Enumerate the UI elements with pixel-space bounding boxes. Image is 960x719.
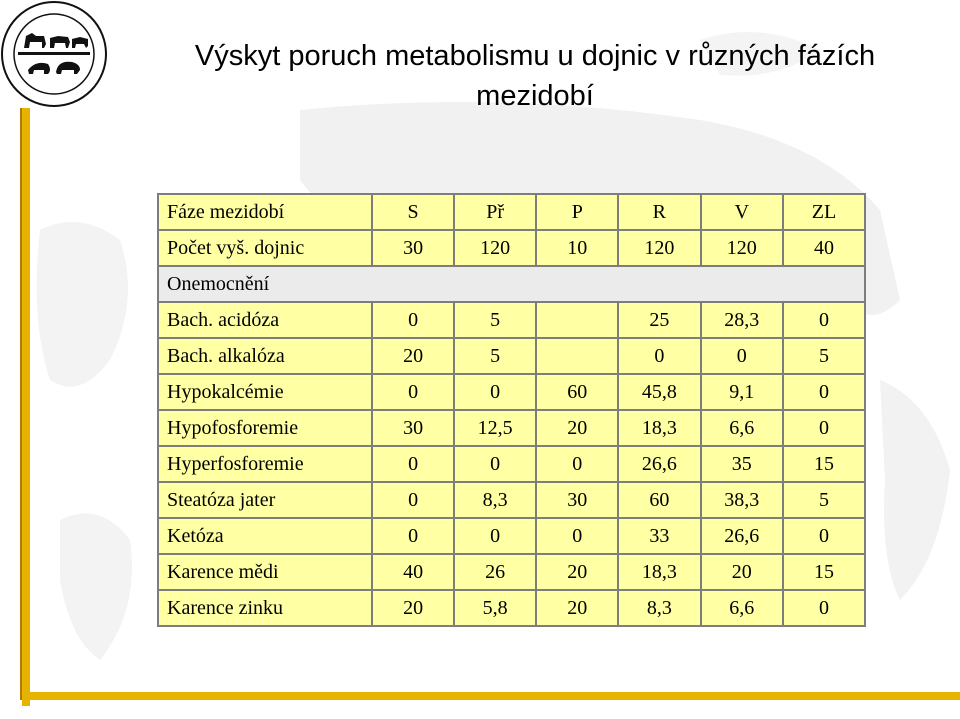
table-cell: 6,6 (701, 590, 783, 626)
table-cell: 20 (701, 554, 783, 590)
table-cell: 0 (783, 590, 865, 626)
table-header-cell: Př (454, 194, 536, 230)
table-cell: 6,6 (701, 410, 783, 446)
table-row (158, 518, 865, 554)
table-row (158, 410, 865, 446)
section-label: Onemocnění (158, 266, 865, 302)
table-cell: Počet vyš. dojnic (158, 230, 372, 266)
table-cell: 0 (372, 518, 454, 554)
table-cell: Karence zinku (158, 590, 372, 626)
table-row (158, 590, 865, 626)
table-cell: 26,6 (618, 446, 700, 482)
table-cell: 8,3 (454, 482, 536, 518)
accent-vertical-line (22, 108, 30, 706)
table-cell: 35 (701, 446, 783, 482)
table-cell (536, 338, 618, 374)
table-row (158, 338, 865, 374)
table-cell: 120 (454, 230, 536, 266)
table-cell: 20 (536, 410, 618, 446)
table-header-cell: R (618, 194, 700, 230)
table-cell: 5 (783, 482, 865, 518)
table-cell: 30 (372, 410, 454, 446)
table-cell: 0 (536, 446, 618, 482)
table-header-cell: V (701, 194, 783, 230)
table-cell: Hypofosforemie (158, 410, 372, 446)
table-cell: 0 (783, 518, 865, 554)
table-cell: 10 (536, 230, 618, 266)
table-count-row (158, 230, 865, 266)
table-cell: 26 (454, 554, 536, 590)
table-cell: 28,3 (701, 302, 783, 338)
table-cell: 5 (454, 302, 536, 338)
table-header-row (158, 194, 865, 230)
institute-logo (0, 0, 112, 112)
table-row (158, 302, 865, 338)
table-cell: 18,3 (618, 554, 700, 590)
table-cell: 0 (783, 374, 865, 410)
table-row (158, 374, 865, 410)
table-row (158, 482, 865, 518)
table-cell: 26,6 (701, 518, 783, 554)
table-cell: 5 (783, 338, 865, 374)
table-cell: 0 (783, 302, 865, 338)
table-cell: 0 (454, 518, 536, 554)
table-header-cell: Fáze mezidobí (158, 194, 372, 230)
table-cell: 20 (372, 338, 454, 374)
table-header-cell: P (536, 194, 618, 230)
table-cell: 40 (372, 554, 454, 590)
table-cell: 8,3 (618, 590, 700, 626)
table-cell: 25 (618, 302, 700, 338)
table-row (158, 554, 865, 590)
table-cell: 5 (454, 338, 536, 374)
table-cell: 0 (372, 446, 454, 482)
table-cell: 0 (454, 374, 536, 410)
table-cell: Ketóza (158, 518, 372, 554)
table-cell: 0 (372, 302, 454, 338)
table-header-cell: S (372, 194, 454, 230)
table-section-row (158, 266, 865, 302)
table-cell: 20 (372, 590, 454, 626)
table-cell: 38,3 (701, 482, 783, 518)
table-cell: 30 (536, 482, 618, 518)
table-cell: 9,1 (701, 374, 783, 410)
table-cell: 0 (372, 374, 454, 410)
table-cell: 45,8 (618, 374, 700, 410)
table-cell: Bach. acidóza (158, 302, 372, 338)
table-cell: 12,5 (454, 410, 536, 446)
table-cell (536, 302, 618, 338)
table-cell: 33 (618, 518, 700, 554)
table-cell: 20 (536, 554, 618, 590)
table-cell: 0 (536, 518, 618, 554)
table-cell: 120 (701, 230, 783, 266)
table-cell: Karence mědi (158, 554, 372, 590)
table-cell: Steatóza jater (158, 482, 372, 518)
table-cell: Hyperfosforemie (158, 446, 372, 482)
slide-title: Výskyt poruch metabolismu u dojnic v různých fázích mezidobí (194, 40, 876, 112)
table-row (158, 446, 865, 482)
table-cell: 18,3 (618, 410, 700, 446)
accent-horizontal-line (22, 692, 960, 700)
table-cell: Bach. alkalóza (158, 338, 372, 374)
table-cell: Hypokalcémie (158, 374, 372, 410)
table-header-cell: ZL (783, 194, 865, 230)
table-cell: 0 (701, 338, 783, 374)
table-cell: 15 (783, 446, 865, 482)
table-cell: 30 (372, 230, 454, 266)
table-cell: 60 (618, 482, 700, 518)
table-cell: 0 (618, 338, 700, 374)
table-cell: 120 (618, 230, 700, 266)
table-cell: 40 (783, 230, 865, 266)
table-cell: 5,8 (454, 590, 536, 626)
table-cell: 60 (536, 374, 618, 410)
table-cell: 20 (536, 590, 618, 626)
metabolic-disorders-table (157, 193, 866, 627)
table-cell: 0 (783, 410, 865, 446)
table-cell: 0 (372, 482, 454, 518)
table-cell: 15 (783, 554, 865, 590)
table-cell: 0 (454, 446, 536, 482)
